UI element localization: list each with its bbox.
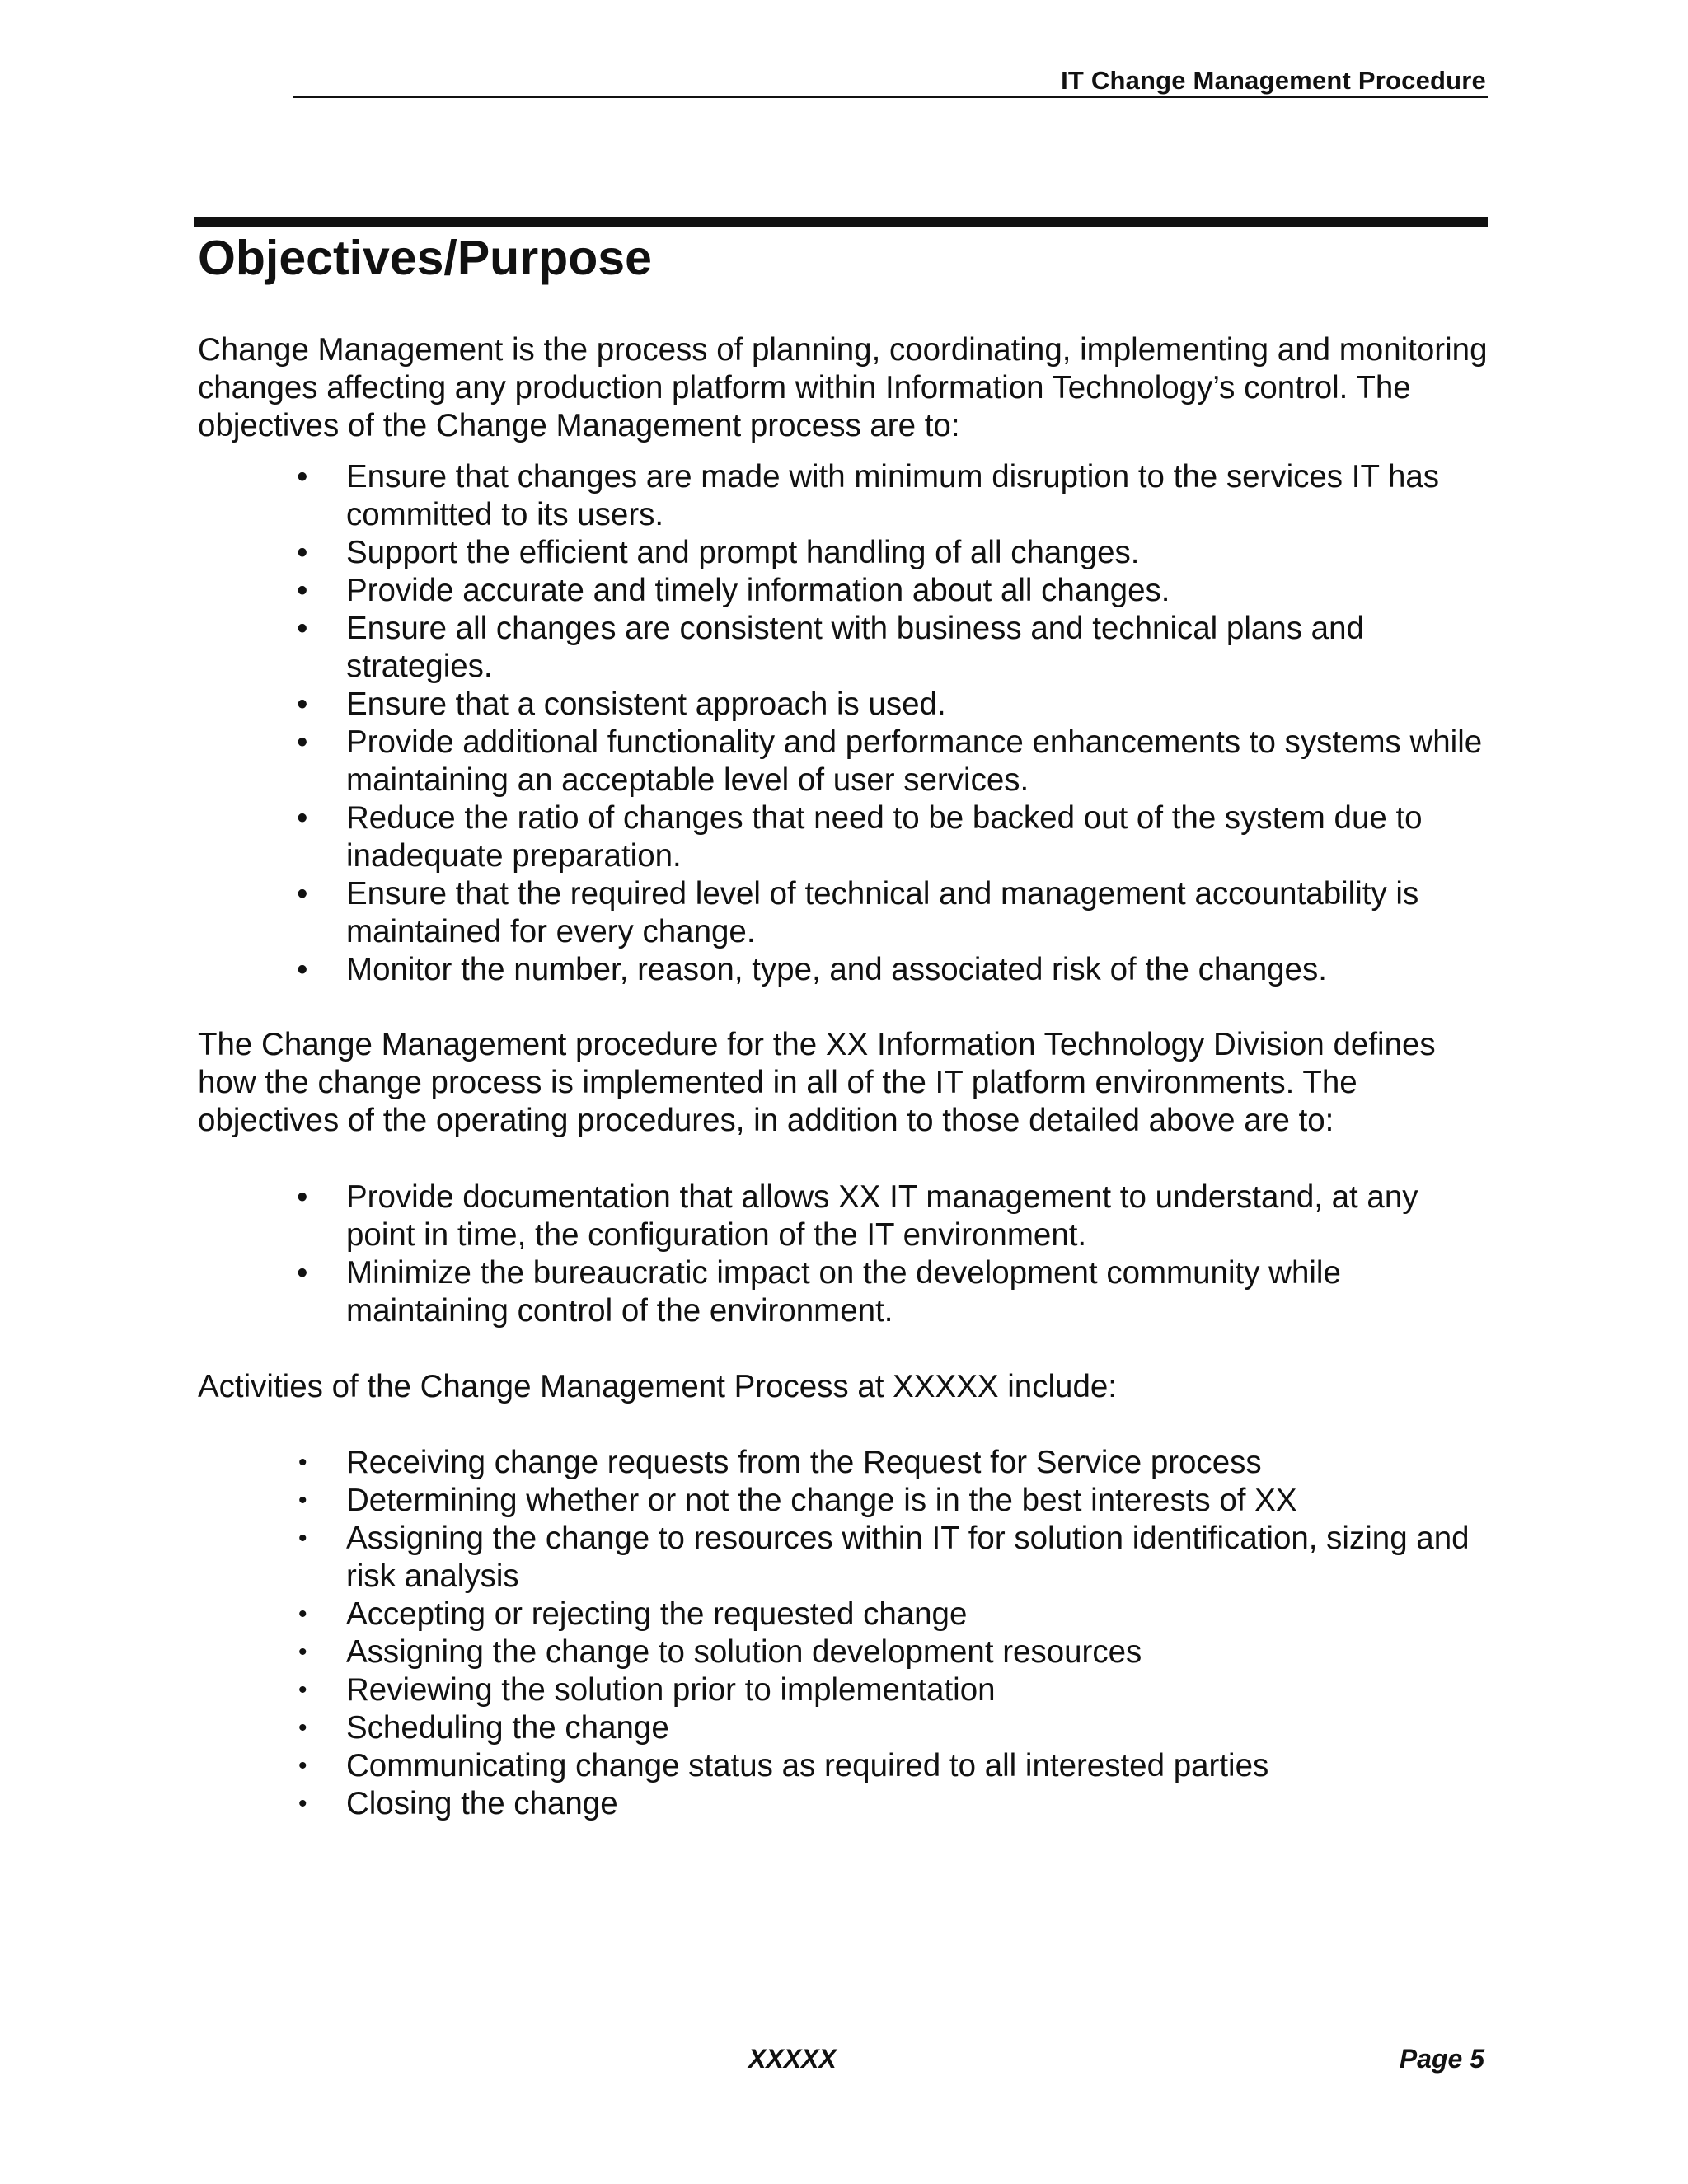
list-item: • Minimize the bureaucratic impact on the development community while maintaining control of the environment. xyxy=(297,1255,1341,1329)
bullet-icon: • xyxy=(298,1638,307,1666)
bullet-icon: • xyxy=(298,1449,307,1476)
procedure-paragraph: The Change Management procedure for the XX Information Technology Division defines how the change process is implemented in all of the IT platform environments. The objectives of the operating procedures, in addition to those detailed above are to: xyxy=(198,1027,1436,1138)
list-item: • Reviewing the solution prior to implementation xyxy=(298,1672,996,1708)
bullet-icon: • xyxy=(297,1179,308,1215)
list-item: • Provide additional functionality and performance enhancements to systems while maintaining an acceptable level of user services. xyxy=(297,724,1483,798)
bullet-icon: • xyxy=(298,1676,307,1704)
bullet-icon: • xyxy=(298,1601,307,1628)
list-item: • Assigning the change to solution development resources xyxy=(298,1634,1142,1670)
intro-paragraph: Change Management is the process of planning, coordinating, implementing and monitoring changes affecting any production platform within Information Technology’s control. The objectives of the Change Management process are to: xyxy=(198,332,1488,443)
list-item: • Monitor the number, reason, type, and associated risk of the changes. xyxy=(297,952,1327,987)
list-item: • Ensure all changes are consistent with business and technical plans and strategies. xyxy=(297,611,1364,684)
list-item: • Communicating change status as required to all interested parties xyxy=(298,1748,1269,1783)
activities-list xyxy=(288,1444,1492,1823)
page-number: Page 5 xyxy=(1399,2044,1484,2074)
running-header: IT Change Management Procedure xyxy=(1061,66,1486,95)
bullet-icon: • xyxy=(298,1487,307,1514)
bullet-icon: • xyxy=(297,573,308,608)
header-rule xyxy=(293,96,1488,98)
bullet-icon: • xyxy=(297,687,308,722)
bullet-icon: • xyxy=(298,1790,307,1817)
activities-intro: Activities of the Change Management Process at XXXXX include: xyxy=(198,1369,1117,1404)
bullet-icon: • xyxy=(297,535,308,570)
bullet-icon: • xyxy=(297,1255,308,1291)
bullet-icon: • xyxy=(297,724,308,760)
bullet-icon: • xyxy=(297,952,308,987)
list-item: • Accepting or rejecting the requested change xyxy=(298,1596,968,1632)
list-item: • Scheduling the change xyxy=(298,1710,669,1746)
section-heading-bar xyxy=(194,217,1488,227)
list-item: • Support the efficient and prompt handling of all changes. xyxy=(297,535,1140,570)
procedure-objectives-list xyxy=(288,1179,1492,1330)
list-item: • Provide documentation that allows XX IT management to understand, at any point in time, the configuration of the IT environment. xyxy=(297,1179,1418,1253)
bullet-icon: • xyxy=(297,611,308,646)
bullet-icon: • xyxy=(298,1714,307,1741)
list-item: • Receiving change requests from the Request for Service process xyxy=(298,1445,1262,1480)
section-title: Objectives/Purpose xyxy=(198,231,652,285)
list-item: • Provide accurate and timely information about all changes. xyxy=(297,573,1170,608)
bullet-icon: • xyxy=(297,876,308,912)
list-item: • Determining whether or not the change is in the best interests of XX xyxy=(298,1483,1297,1518)
list-item: • Ensure that a consistent approach is used. xyxy=(297,687,946,722)
objectives-list xyxy=(288,458,1492,989)
list-item: • Ensure that changes are made with minimum disruption to the services IT has committed to its users. xyxy=(297,459,1440,532)
list-item: • Ensure that the required level of technical and management accountability is maintained for every change. xyxy=(297,876,1419,949)
bullet-icon: • xyxy=(297,800,308,836)
bullet-icon: • xyxy=(298,1752,307,1779)
list-item: • Closing the change xyxy=(298,1786,618,1821)
list-item: • Assigning the change to resources within IT for solution identification, sizing and risk analysis xyxy=(298,1521,1470,1594)
bullet-icon: • xyxy=(297,459,308,494)
bullet-icon: • xyxy=(298,1525,307,1552)
footer-org-name: XXXXX xyxy=(748,2044,837,2074)
list-item: • Reduce the ratio of changes that need to be backed out of the system due to inadequate preparation. xyxy=(297,800,1423,874)
